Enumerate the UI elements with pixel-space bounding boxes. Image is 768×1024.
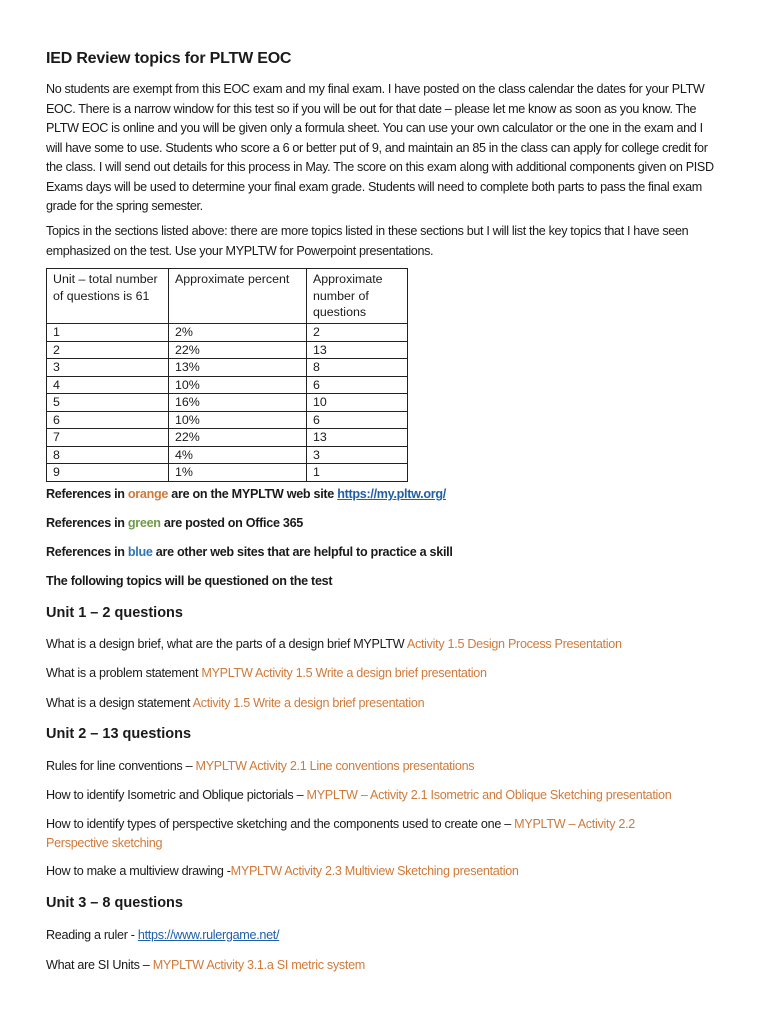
topic-text: How to make a multiview drawing - bbox=[46, 864, 231, 878]
cell-questions: 10 bbox=[307, 394, 408, 412]
orange-reference: Perspective sketching bbox=[46, 836, 163, 850]
cell-unit: 3 bbox=[47, 359, 169, 377]
cell-percent: 10% bbox=[169, 411, 307, 429]
orange-reference: MYPLTW Activity 3.1.a SI metric system bbox=[152, 958, 365, 972]
intro-paragraph: No students are exempt from this EOC exam and my final exam. I have posted on the class calendar the dates for your PLTW EOC. There is a narrow window for this test so if you will be out for that date – please let me know as soon as you know. The PLTW EOC is online and you will be given only a formula sheet. You can use your own calculator or the one in the exam and I will have some to use. Students who score a 6 or better put of 9, and maintain an 85 in the class can apply for college credit for the class. I will send out details for this process in May. The score on this exam along with additional components given on PISD Exams days will be used to determine your final exam grade. Students will need to complete both parts to pass the final exam grade for the spring semester. bbox=[46, 82, 714, 213]
legend-blue-word: blue bbox=[127, 545, 153, 559]
topic-text: How to identify types of perspective sketching and the components used to create one – bbox=[46, 817, 515, 831]
topic-text: Reading a ruler - bbox=[46, 928, 138, 942]
orange-reference: MYPLTW – Activity 2.2 bbox=[514, 817, 635, 831]
orange-reference: MYPLTW Activity 1.5 Write a design brief presentation bbox=[201, 666, 487, 680]
unit-1-item bbox=[46, 637, 622, 651]
legend-prefix: References in bbox=[46, 545, 128, 559]
orange-reference: MYPLTW Activity 2.1 Line conventions presentations bbox=[195, 759, 475, 773]
cell-questions: 1 bbox=[307, 464, 408, 482]
table-header-row bbox=[47, 269, 408, 324]
topics-paragraph: Topics in the sections listed above: there are more topics listed in these sections but I will list the key topics that I have seen emphasized on the test. Use your MYPLTW for Powerpoint presentations. bbox=[46, 224, 689, 258]
legend-prefix: References in bbox=[46, 516, 128, 530]
topic-text: What are SI Units – bbox=[46, 958, 153, 972]
cell-questions: 2 bbox=[307, 324, 408, 342]
cell-percent: 22% bbox=[169, 429, 307, 447]
topic-text: How to identify Isometric and Oblique pictorials – bbox=[46, 788, 307, 802]
document-title: IED Review topics for PLTW EOC bbox=[46, 50, 292, 67]
cell-unit: 4 bbox=[47, 376, 169, 394]
cell-questions: 13 bbox=[307, 341, 408, 359]
table-row bbox=[47, 324, 408, 342]
cell-percent: 16% bbox=[169, 394, 307, 412]
table-row bbox=[47, 411, 408, 429]
unit-1-heading: Unit 1 – 2 questions bbox=[46, 605, 183, 621]
legend-suffix: are other web sites that are helpful to practice a skill bbox=[152, 545, 453, 559]
cell-unit: 5 bbox=[47, 394, 169, 412]
mypltw-link[interactable]: https://my.pltw.org/ bbox=[337, 487, 446, 501]
legend-prefix: References in bbox=[46, 487, 128, 501]
unit-1-item bbox=[46, 696, 424, 710]
table-row bbox=[47, 341, 408, 359]
cell-unit: 7 bbox=[47, 429, 169, 447]
header-unit: Unit – total number of questions is 61 bbox=[47, 269, 169, 324]
unit-distribution-table bbox=[46, 268, 408, 482]
cell-percent: 1% bbox=[169, 464, 307, 482]
cell-questions: 6 bbox=[307, 376, 408, 394]
cell-unit: 2 bbox=[47, 341, 169, 359]
unit-2-item bbox=[46, 788, 671, 802]
table-row bbox=[47, 394, 408, 412]
cell-questions: 8 bbox=[307, 359, 408, 377]
orange-reference: Activity 1.5 Design Process Presentation bbox=[406, 637, 622, 651]
header-questions: Approximate number of questions bbox=[307, 269, 408, 324]
table-row bbox=[47, 464, 408, 482]
cell-questions: 6 bbox=[307, 411, 408, 429]
cell-unit: 9 bbox=[47, 464, 169, 482]
topic-text: What is a design brief, what are the parts of a design brief MYPLTW bbox=[46, 637, 407, 651]
rulergame-link[interactable]: https://www.rulergame.net/ bbox=[137, 928, 280, 942]
topic-text: What is a problem statement bbox=[46, 666, 202, 680]
unit-3-heading: Unit 3 – 8 questions bbox=[46, 895, 183, 911]
legend-suffix: are posted on Office 365 bbox=[160, 516, 303, 530]
unit-3-item bbox=[46, 928, 279, 942]
orange-reference: Activity 1.5 Write a design brief presentation bbox=[192, 696, 425, 710]
topic-text: What is a design statement bbox=[46, 696, 193, 710]
legend-green-word: green bbox=[127, 516, 161, 530]
cell-unit: 1 bbox=[47, 324, 169, 342]
cell-percent: 4% bbox=[169, 446, 307, 464]
topic-text: Rules for line conventions – bbox=[46, 759, 196, 773]
legend-orange-word: orange bbox=[127, 487, 169, 501]
unit-1-item bbox=[46, 666, 487, 680]
table-row bbox=[47, 429, 408, 447]
unit-2-item bbox=[46, 817, 635, 831]
orange-reference: MYPLTW Activity 2.3 Multiview Sketching presentation bbox=[230, 864, 519, 878]
cell-percent: 22% bbox=[169, 341, 307, 359]
following-topics-note: The following topics will be questioned on the test bbox=[46, 574, 333, 588]
legend-green bbox=[46, 516, 303, 530]
cell-percent: 13% bbox=[169, 359, 307, 377]
cell-percent: 10% bbox=[169, 376, 307, 394]
table-row bbox=[47, 376, 408, 394]
unit-2-item bbox=[46, 759, 474, 773]
unit-2-heading: Unit 2 – 13 questions bbox=[46, 726, 192, 742]
cell-questions: 13 bbox=[307, 429, 408, 447]
legend-orange bbox=[46, 487, 446, 501]
header-percent: Approximate percent bbox=[169, 269, 307, 324]
cell-percent: 2% bbox=[169, 324, 307, 342]
cell-questions: 3 bbox=[307, 446, 408, 464]
orange-reference: MYPLTW – Activity 2.1 Isometric and Oblique Sketching presentation bbox=[306, 788, 672, 802]
unit-2-item-continued bbox=[46, 836, 162, 850]
cell-unit: 6 bbox=[47, 411, 169, 429]
unit-2-item bbox=[46, 864, 519, 878]
table-row bbox=[47, 446, 408, 464]
unit-3-item bbox=[46, 958, 365, 972]
table-row bbox=[47, 359, 408, 377]
cell-unit: 8 bbox=[47, 446, 169, 464]
legend-suffix: are on the MYPLTW web site bbox=[168, 487, 338, 501]
legend-blue bbox=[46, 545, 453, 559]
